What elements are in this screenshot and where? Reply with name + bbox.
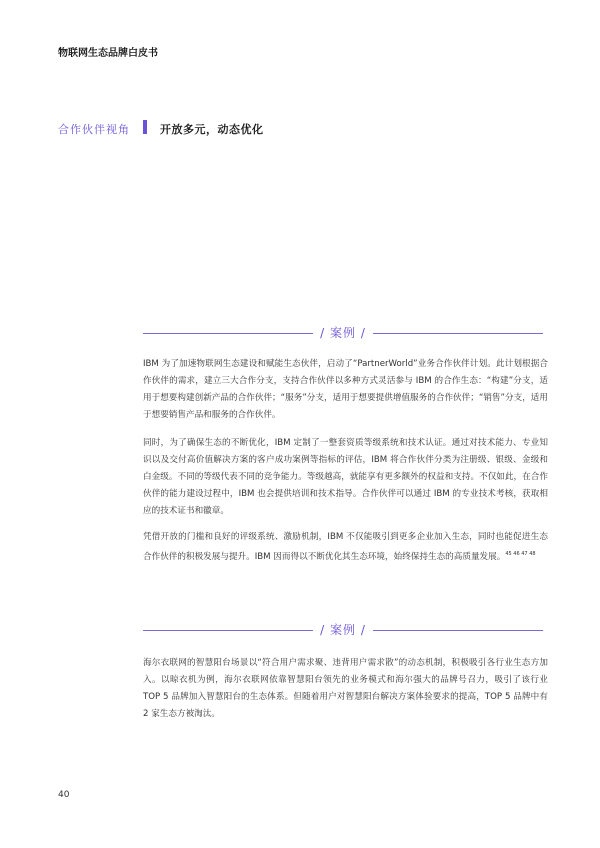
section-divider-bar [143, 120, 147, 134]
case-divider-line-right [373, 333, 543, 334]
footnote-refs: 45 46 47 48 [505, 551, 536, 557]
case1-paragraph-1: IBM 为了加速物联网生态建设和赋能生态伙伴，启动了“PartnerWorld”业务合作伙伴计划。此计划根据合作伙伴的需求，建立三大合作分支，支持合作伙伴以多种方式灵活参与 IBM 的合作生态：“构建”分支，适用于想要构建创新产品的合作伙伴；“服务”分支，适用于想要提供增值服务的合作伙伴；“销售”分支，适用于想要销售产品和服务的合作伙伴。 [143, 359, 548, 420]
case-header-2 [143, 621, 543, 641]
case-label: / 案例 / [320, 326, 366, 340]
case-divider-line-left [143, 333, 313, 334]
case-label: / 案例 / [320, 623, 366, 637]
case1-paragraph-3-text: 凭借开放的门槛和良好的评级系统、激励机制，IBM 不仅能吸引到更多企业加入生态，同时也能促进生态合作伙伴的积极发展与提升。IBM 因而得以不断优化其生态环境，始终保持生态的高质量发展。 [143, 532, 548, 562]
case1-paragraph-2: 同时，为了确保生态的不断优化，IBM 定制了一整套资质等级系统和技术认证。通过对技术能力、专业知识以及交付高价值解决方案的客户成功案例等指标的评估，IBM 将合作伙伴分类为注册级、银级、金级和白金级。不同的等级代表不同的竞争能力。等级越高，就能享有更多额外的权益和支持。不仅如此，在合作伙伴的能力建设过程中，IBM 也会提供培训和技术指导。合作伙伴可以通过 IBM 的专业技术考核，获取相应的技术证书和徽章。 [143, 438, 548, 516]
section-label: 合作伙伴视角 [58, 123, 130, 136]
document-header-title: 物联网生态品牌白皮书 [58, 48, 158, 59]
case-header-1 [143, 324, 543, 344]
case-divider-line-left [143, 630, 313, 631]
page-number: 40 [58, 790, 70, 800]
case-divider-line-right [373, 630, 543, 631]
section-title: 开放多元，动态优化 [160, 123, 264, 136]
case1-paragraph-3 [143, 529, 548, 566]
case2-paragraph-1: 海尔衣联网的智慧阳台场景以“符合用户需求聚、违背用户需求散”的动态机制，积极吸引各行业生态方加入。以晾衣机为例，海尔衣联网依靠智慧阳台领先的业务模式和海尔强大的品牌号召力，吸引了该行业 TOP 5 品牌加入智慧阳台的生态体系。但随着用户对智慧阳台解决方案体验要求的提高，TOP 5 品牌中有 2 家生态方被淘汰。 [143, 658, 548, 719]
